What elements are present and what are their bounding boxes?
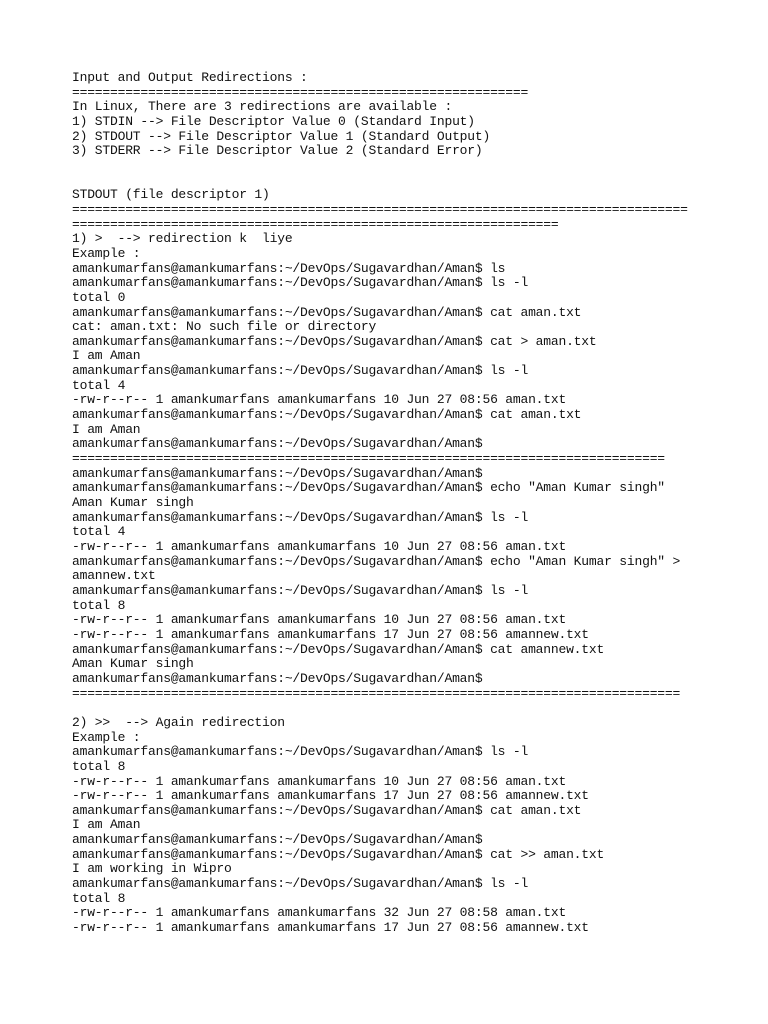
- file-listing-line: -rw-r--r-- 1 amankumarfans amankumarfans 10 Jun 27 08:56 aman.txt: [72, 613, 567, 628]
- text-line: amannew.txt: [72, 569, 156, 584]
- text-line: Aman Kumar singh: [72, 657, 194, 672]
- separator-line: =================================================================================: [72, 202, 688, 217]
- text-line: total 0: [72, 290, 126, 305]
- shell-prompt-line: amankumarfans@amankumarfans:~/DevOps/Sugavardhan/Aman$: [72, 671, 483, 686]
- document-page: [72, 71, 732, 936]
- separator-line: ================================================================: [72, 217, 559, 232]
- blank-line: [72, 701, 732, 716]
- file-listing-line: -rw-r--r-- 1 amankumarfans amankumarfans 17 Jun 27 08:56 amannew.txt: [72, 627, 589, 642]
- shell-prompt-line: amankumarfans@amankumarfans:~/DevOps/Sugavardhan/Aman$ ls -l: [72, 510, 529, 525]
- text-line: Example :: [72, 246, 141, 261]
- shell-prompt-line: amankumarfans@amankumarfans:~/DevOps/Sugavardhan/Aman$: [72, 833, 483, 848]
- file-listing-line: -rw-r--r-- 1 amankumarfans amankumarfans 17 Jun 27 08:56 amannew.txt: [72, 789, 589, 804]
- text-line: 3) STDERR --> File Descriptor Value 2 (Standard Error): [72, 144, 483, 159]
- text-line: total 8: [72, 759, 126, 774]
- shell-prompt-line: amankumarfans@amankumarfans:~/DevOps/Sugavardhan/Aman$ ls -l: [72, 877, 529, 892]
- text-line: I am Aman: [72, 422, 141, 437]
- text-line: I am working in Wipro: [72, 862, 232, 877]
- shell-prompt-line: amankumarfans@amankumarfans:~/DevOps/Sugavardhan/Aman$ ls -l: [72, 745, 529, 760]
- blank-line: [72, 159, 732, 174]
- shell-prompt-line: amankumarfans@amankumarfans:~/DevOps/Sugavardhan/Aman$ ls -l: [72, 276, 529, 291]
- text-line: total 8: [72, 891, 126, 906]
- separator-line: ================================================================================: [72, 686, 681, 701]
- shell-prompt-line: amankumarfans@amankumarfans:~/DevOps/Sugavardhan/Aman$: [72, 437, 483, 452]
- shell-prompt-line: amankumarfans@amankumarfans:~/DevOps/Sugavardhan/Aman$ cat amannew.txt: [72, 642, 605, 657]
- file-listing-line: -rw-r--r-- 1 amankumarfans amankumarfans 32 Jun 27 08:58 aman.txt: [72, 906, 567, 921]
- text-line: In Linux, There are 3 redirections are available :: [72, 100, 453, 115]
- shell-prompt-line: amankumarfans@amankumarfans:~/DevOps/Sugavardhan/Aman$ cat aman.txt: [72, 305, 582, 320]
- text-line: Aman Kumar singh: [72, 496, 194, 511]
- text-line: 2) STDOUT --> File Descriptor Value 1 (Standard Output): [72, 129, 491, 144]
- text-line: 1) > --> redirection k liye: [72, 232, 293, 247]
- text-line: I am Aman: [72, 818, 141, 833]
- text-line: 1) STDIN --> File Descriptor Value 0 (Standard Input): [72, 114, 475, 129]
- shell-prompt-line: amankumarfans@amankumarfans:~/DevOps/Sugavardhan/Aman$: [72, 466, 483, 481]
- shell-prompt-line: amankumarfans@amankumarfans:~/DevOps/Sugavardhan/Aman$ ls: [72, 261, 506, 276]
- separator-line: ============================================================: [72, 85, 529, 100]
- file-listing-line: -rw-r--r-- 1 amankumarfans amankumarfans 10 Jun 27 08:56 aman.txt: [72, 540, 567, 554]
- shell-prompt-line: amankumarfans@amankumarfans:~/DevOps/Sugavardhan/Aman$ cat > aman.txt: [72, 334, 597, 349]
- shell-prompt-line: amankumarfans@amankumarfans:~/DevOps/Sugavardhan/Aman$ cat aman.txt: [72, 803, 582, 818]
- separator-line: ==============================================================================: [72, 452, 665, 467]
- text-line: total 4: [72, 525, 126, 540]
- text-line: cat: aman.txt: No such file or directory: [72, 320, 377, 335]
- file-listing-line: -rw-r--r-- 1 amankumarfans amankumarfans 10 Jun 27 08:56 aman.txt: [72, 774, 567, 789]
- shell-prompt-line: amankumarfans@amankumarfans:~/DevOps/Sugavardhan/Aman$ cat aman.txt: [72, 408, 582, 423]
- text-line: total 4: [72, 378, 126, 393]
- file-listing-line: -rw-r--r-- 1 amankumarfans amankumarfans 17 Jun 27 08:56 amannew.txt: [72, 921, 589, 936]
- shell-prompt-line: amankumarfans@amankumarfans:~/DevOps/Sugavardhan/Aman$ ls -l: [72, 583, 529, 598]
- text-line: 2) >> --> Again redirection: [72, 715, 285, 730]
- shell-prompt-line: amankumarfans@amankumarfans:~/DevOps/Sugavardhan/Aman$ ls -l: [72, 364, 529, 379]
- text-line: Input and Output Redirections :: [72, 71, 308, 85]
- shell-prompt-line: amankumarfans@amankumarfans:~/DevOps/Sugavardhan/Aman$ echo "Aman Kumar singh" >: [72, 554, 681, 569]
- text-line: total 8: [72, 598, 126, 613]
- text-line: Example :: [72, 730, 141, 745]
- file-listing-line: -rw-r--r-- 1 amankumarfans amankumarfans 10 Jun 27 08:56 aman.txt: [72, 393, 567, 408]
- text-line: I am Aman: [72, 349, 141, 364]
- blank-line: [72, 174, 732, 189]
- text-line: STDOUT (file descriptor 1): [72, 188, 270, 203]
- shell-prompt-line: amankumarfans@amankumarfans:~/DevOps/Sugavardhan/Aman$ echo "Aman Kumar singh": [72, 481, 665, 496]
- shell-prompt-line: amankumarfans@amankumarfans:~/DevOps/Sugavardhan/Aman$ cat >> aman.txt: [72, 847, 605, 862]
